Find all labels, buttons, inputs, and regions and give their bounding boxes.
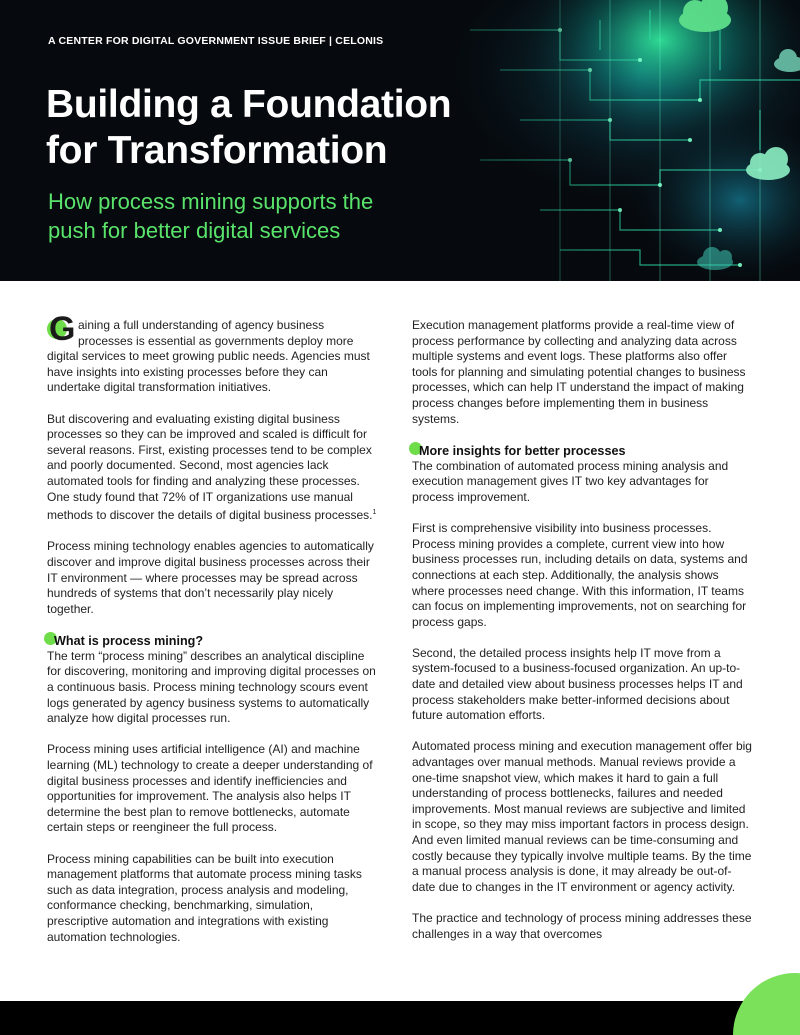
cloud-icon xyxy=(679,0,731,32)
subtitle-line: How process mining supports the xyxy=(48,189,374,214)
dropcap xyxy=(47,310,77,348)
section-heading xyxy=(412,443,752,459)
dropcap-letter: G xyxy=(49,310,76,348)
subtitle-line: push for better digital services xyxy=(48,218,341,243)
paragraph-text: But discovering and evaluating existing digital business processes so they can be improved and scaled is difficult for several reasons. First, existing processes tend to be complex and poorly documented. Second, most agencies lack automated tools for finding and analyzing these processes. One study found that 72% of IT organizations use manual methods to discover the details of digital business processes. xyxy=(47,411,373,523)
hero-banner xyxy=(0,0,800,281)
section-heading xyxy=(47,633,377,649)
body-paragraph: Second, the detailed process insights help IT move from a system-focused to a business-focused organization. An up-to-date and detailed view about business processes helps IT and process stakeholders make better-informed decisions about future automation efforts. xyxy=(412,645,743,723)
footer-bar xyxy=(0,1001,800,1035)
body-paragraph: The term “process mining” describes an analytical discipline for discovering, monitoring and improving digital processes on a continuous basis. Process mining technology scours event logs generated by agency business systems to automatically analyze how digital processes run. xyxy=(47,648,376,726)
section-heading-text: What is process mining? xyxy=(54,633,204,648)
body-paragraph: Process mining technology enables agencies to automatically discover and improve digital business processes across their IT environment — where processes may be spread across hundreds of systems that don’t necessarily play nicely together. xyxy=(47,539,374,616)
body-paragraph xyxy=(47,412,377,524)
left-column xyxy=(47,310,377,945)
title-line: Building a Foundation xyxy=(46,83,452,126)
body-paragraph: Process mining capabilities can be built into execution management platforms that automate process mining tasks such as data integration, process analysis and modeling, conformance checking, benchmarking, simulation, prescriptive automation and integrations with existing automation technologies. xyxy=(47,851,362,944)
title-line: for Transformation xyxy=(46,129,388,172)
publication-kicker: A CENTER FOR DIGITAL GOVERNMENT ISSUE BRIEF | CELONIS xyxy=(48,35,384,47)
body-paragraph: First is comprehensive visibility into business processes. Process mining provides a complete, current view into how business processes run, including details on data, systems and connections at each step. Additionally, the analysis shows where processes need change. With this information, IT teams can focus on implementing improvements, not on searching for process gaps. xyxy=(412,521,748,629)
section-heading-text: More insights for better processes xyxy=(419,443,626,458)
page-title xyxy=(46,82,606,174)
intro-text: aining a full understanding of agency business processes is essential as governments deploy more digital services to meet growing public needs. Agencies must have insights into existing processes before they can undertake digital transformation initiatives. xyxy=(47,318,370,395)
intro-paragraph xyxy=(47,310,377,396)
body-paragraph: The combination of automated process mining analysis and execution management gives IT two key advantages for process improvement. xyxy=(412,458,729,504)
body-paragraph: Execution management platforms provide a real-time view of process performance by collecting and analyzing data across multiple systems and event logs. These platforms also offer tools for planning and simulating potential changes to business processes, which can help IT understand the impact of making process changes before implementing them in business systems. xyxy=(412,318,746,426)
body-paragraph: Automated process mining and execution management offer big advantages over manual methods. Manual reviews provide a one-time snapshot view, which makes it hard to gain a full understanding of process bottlenecks, failures and needed improvements. Most manual reviews are subjective and limited in scope, so they may miss important factors in process design. And even limited manual reviews can be time-consuming and costly because they typically involve multiple teams. By the time a manual process analysis is done, it may already be out-of-date due to changes in the IT environment or agency activity. xyxy=(412,739,752,894)
body-paragraph: Process mining uses artificial intelligence (AI) and machine learning (ML) technology to create a deeper understanding of digital business processes and identify inefficiencies and opportunities for improvement. The analysis also helps IT determine the best plan to remove bottlenecks, automate certain steps or reengineer the full process. xyxy=(47,742,373,835)
green-circle-decoration xyxy=(700,960,800,1035)
body-paragraph: The practice and technology of process mining addresses these challenges in a way that overcomes xyxy=(412,910,752,941)
right-column xyxy=(412,318,752,942)
page-subtitle xyxy=(48,187,468,245)
footnote-marker: 1 xyxy=(372,509,377,517)
